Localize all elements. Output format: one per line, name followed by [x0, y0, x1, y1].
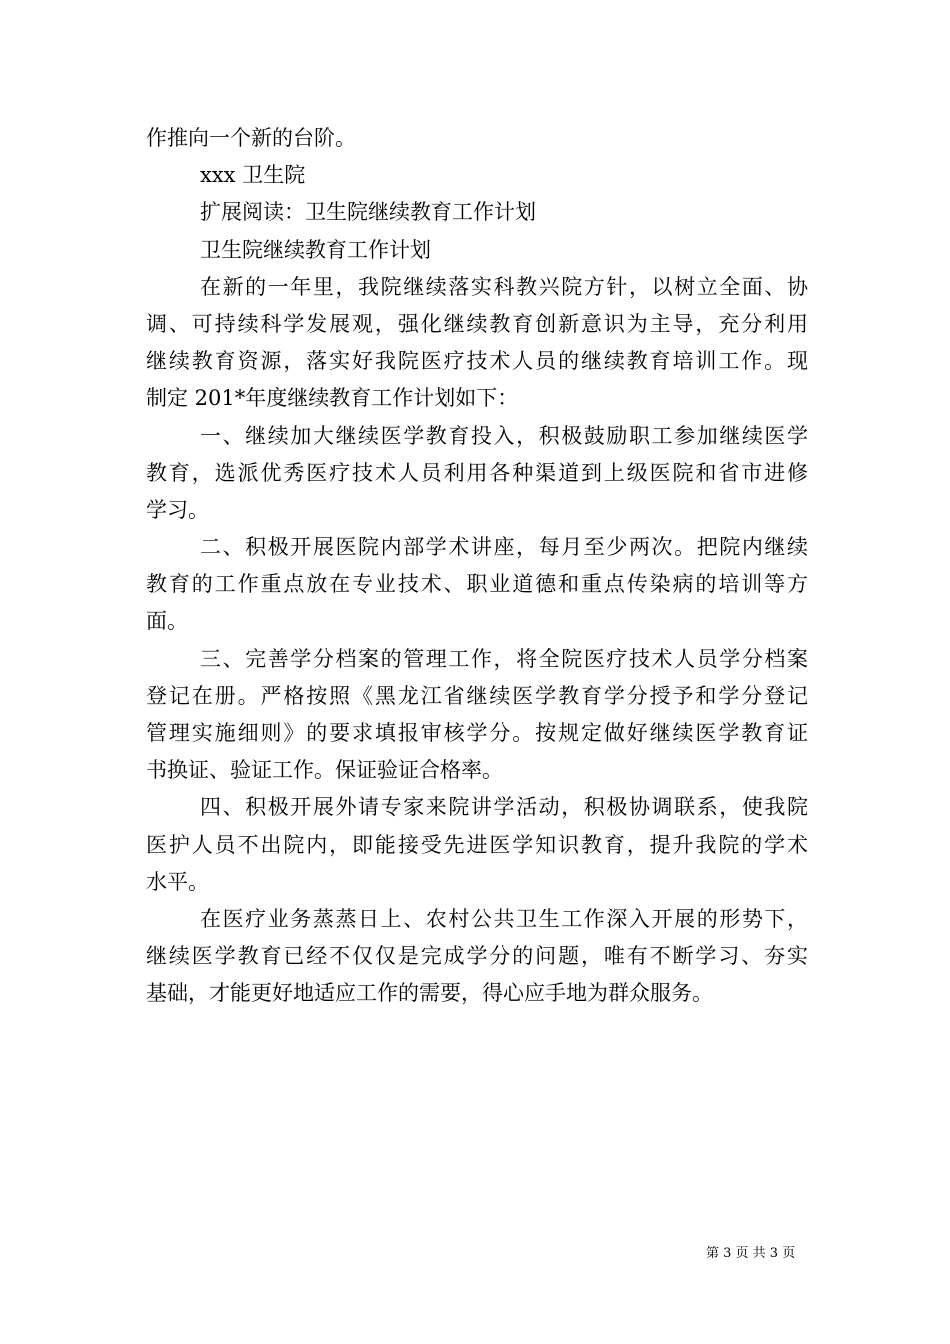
text-line: 继续教育资源，落实好我院医疗技术人员的继续教育培训工作。现: [146, 349, 808, 374]
text-line: 水平。: [146, 869, 209, 894]
text-line: 作推向一个新的台阶。: [146, 126, 356, 150]
text-line: 学习。: [146, 497, 209, 522]
text-line: 在新的一年里，我院继续落实科教兴院方针，以树立全面、协: [200, 274, 808, 299]
text-line: 卫生院继续教育工作计划: [200, 237, 431, 262]
text-line: 登记在册。严格按照《黑龙江省继续医学教育学分授予和学分登记: [146, 683, 808, 708]
text-line: 调、可持续科学发展观，强化继续教育创新意识为主导，充分利用: [146, 311, 808, 336]
text-line: 二、积极开展医院内部学术讲座，每月至少两次。把院内继续: [200, 535, 808, 560]
text-line: 基础，才能更好地适应工作的需要，得心应手地为群众服务。: [146, 981, 713, 1006]
text-line: 书换证、验证工作。保证验证合格率。: [146, 758, 503, 783]
text-line: 医护人员不出院内，即能接受先进医学知识教育，提升我院的学术: [146, 832, 808, 857]
text-line: 一、继续加大继续医学教育投入，积极鼓励职工参加继续医学: [200, 423, 808, 448]
text-line: 面。: [146, 609, 188, 634]
text-line: xxx 卫生院: [200, 163, 306, 188]
text-line: 在医疗业务蒸蒸日上、农村公共卫生工作深入开展的形势下，: [200, 906, 808, 931]
text-line: 四、积极开展外请专家来院讲学活动，积极协调联系，使我院: [200, 795, 808, 820]
text-line: 教育的工作重点放在专业技术、职业道德和重点传染病的培训等方: [146, 572, 808, 597]
text-line: 制定 201*年度继续教育工作计划如下：: [146, 386, 519, 411]
document-body: [146, 120, 808, 1013]
text-line: 三、完善学分档案的管理工作，将全院医疗技术人员学分档案: [200, 646, 808, 671]
text-line: 管理实施细则》的要求填报审核学分。按规定做好继续医学教育证: [146, 721, 808, 745]
page-number-footer: 第 3 页 共 3 页: [706, 1246, 796, 1261]
text-line: 继续医学教育已经不仅仅是完成学分的问题，唯有不断学习、夯实: [146, 944, 808, 969]
text-line: 扩展阅读：卫生院继续教育工作计划: [200, 200, 536, 225]
text-line: 教育，选派优秀医疗技术人员利用各种渠道到上级医院和省市进修: [146, 460, 808, 485]
